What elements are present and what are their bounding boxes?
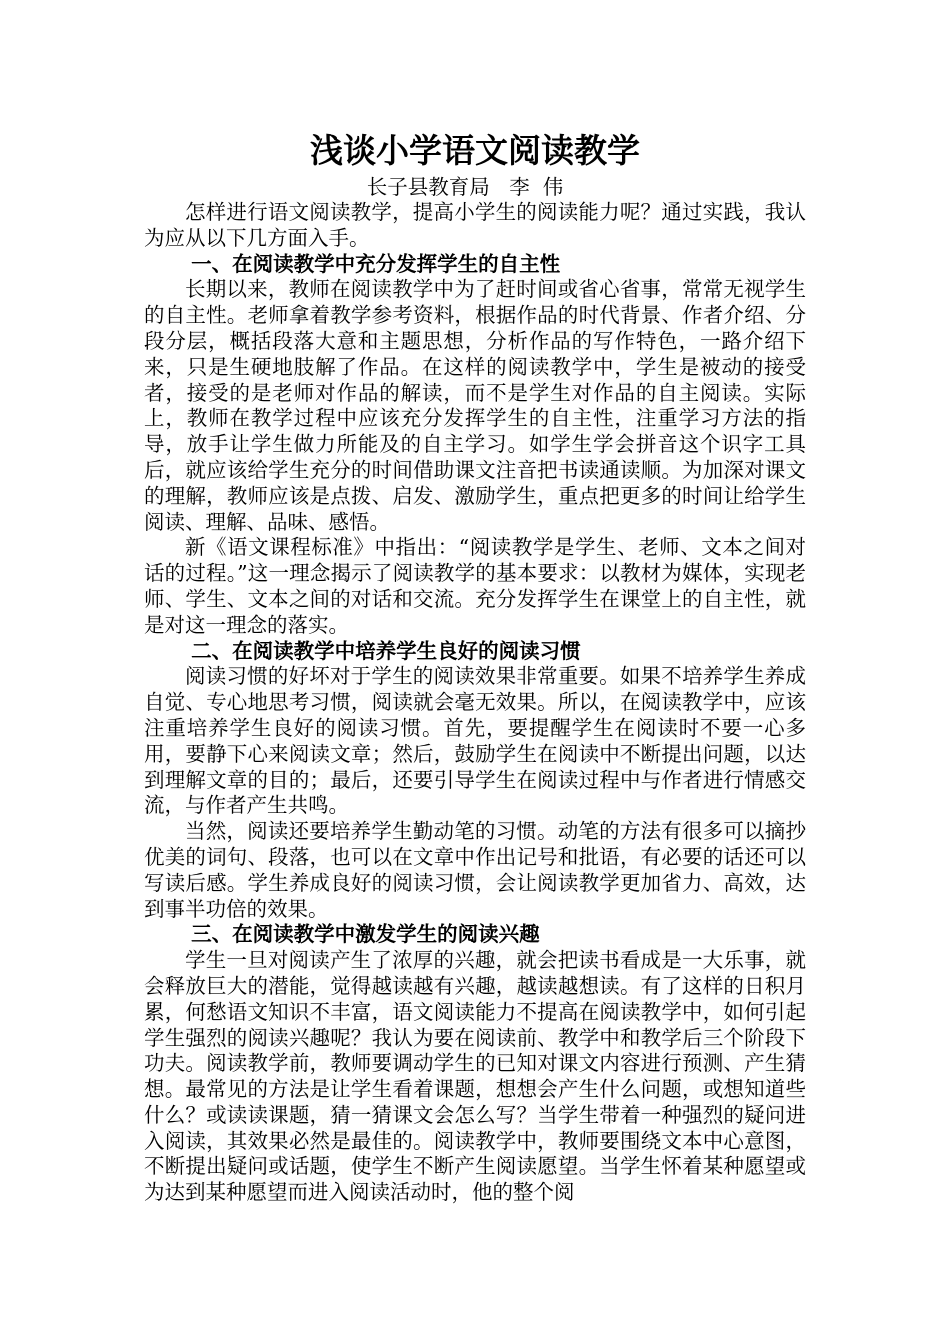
section-2-heading: 二、在阅读教学中培养学生良好的阅读习惯 <box>191 638 581 663</box>
intro-paragraph: 怎样进行语文阅读教学，提高小学生的阅读能力呢？通过实践，我认为应从以下几方面入手。 <box>144 200 806 250</box>
section-1-paragraph-1: 长期以来，教师在阅读教学中为了赶时间或省心省事，常常无视学生的自主性。老师拿着教学参考资料，根据作品的时代背景、作者介绍、分段分层，概括段落大意和主题思想，分析作品的写作特色，一路介绍下来，只是生硬地肢解了作品。在这样的阅读教学中，学生是被动的接受者，接受的是老师对作品的解读，而不是学生对作品的自主阅读。实际上，教师在教学过程中应该充分发挥学生的自主性，注重学习方法的指导，放手让学生做力所能及的自主学习。如学生学会拼音这个识字工具后，就应该给学生充分的时间借助课文注音把书读通读顺。为加深对课文的理解，教师应该是点拨、启发、激励学生，重点把更多的时间让给学生阅读、理解、品味、感悟。 <box>144 277 806 534</box>
section-3-heading: 三、在阅读教学中激发学生的阅读兴趣 <box>191 922 540 947</box>
section-3-paragraph-1: 学生一旦对阅读产生了浓厚的兴趣，就会把读书看成是一大乐事，就会释放巨大的潜能，觉得越读越有兴趣，越读越想读。有了这样的日积月累，何愁语文知识不丰富，语文阅读能力不提高在阅读教学中，如何引起学生强烈的阅读兴趣呢？我认为要在阅读前、教学中和教学后三个阶段下功夫。阅读教学前，教师要调动学生的已知对课文内容进行预测、产生猜想。最常见的方法是让学生看着课题，想想会产生什么问题，或想知道些什么？或读读课题，猜一猜课文会怎么写？当学生带着一种强烈的疑问进入阅读，其效果必然是最佳的。阅读教学中，教师要围绕文本中心意图，不断提出疑问或话题，使学生不断产生阅读愿望。当学生怀着某种愿望或为达到某种愿望而进入阅读活动时，他的整个阅 <box>144 948 806 1205</box>
section-1-heading: 一、在阅读教学中充分发挥学生的自主性 <box>191 251 561 276</box>
section-2-paragraph-1: 阅读习惯的好坏对于学生的阅读效果非常重要。如果不培养学生养成自觉、专心地思考习惯，阅读就会毫无效果。所以，在阅读教学中，应该注重培养学生良好的阅读习惯。首先，要提醒学生在阅读时不要一心多用，要静下心来阅读文章；然后，鼓励学生在阅读中不断提出问题，以达到理解文章的目的；最后，还要引导学生在阅读过程中与作者进行情感交流，与作者产生共鸣。 <box>144 664 806 818</box>
section-2-paragraph-2: 当然，阅读还要培养学生勤动笔的习惯。动笔的方法有很多可以摘抄优美的词句、段落，也可以在文章中作出记号和批语，有必要的话还可以写读后感。学生养成良好的阅读习惯，会让阅读教学更加省力、高效，达到事半功倍的效果。 <box>144 819 806 921</box>
page-title: 浅谈小学语文阅读教学 <box>310 131 640 170</box>
document-body <box>144 128 806 1206</box>
author-line: 长子县教育局 李 伟 <box>366 175 564 199</box>
section-1-paragraph-2: 新《语文课程标准》中指出：“阅读教学是学生、老师、文本之间对话的过程。”这一理念揭示了阅读教学的基本要求：以教材为媒体，实现老师、学生、文本之间的对话和交流。充分发挥学生在课堂上的自主性，就是对这一理念的落实。 <box>144 535 806 637</box>
